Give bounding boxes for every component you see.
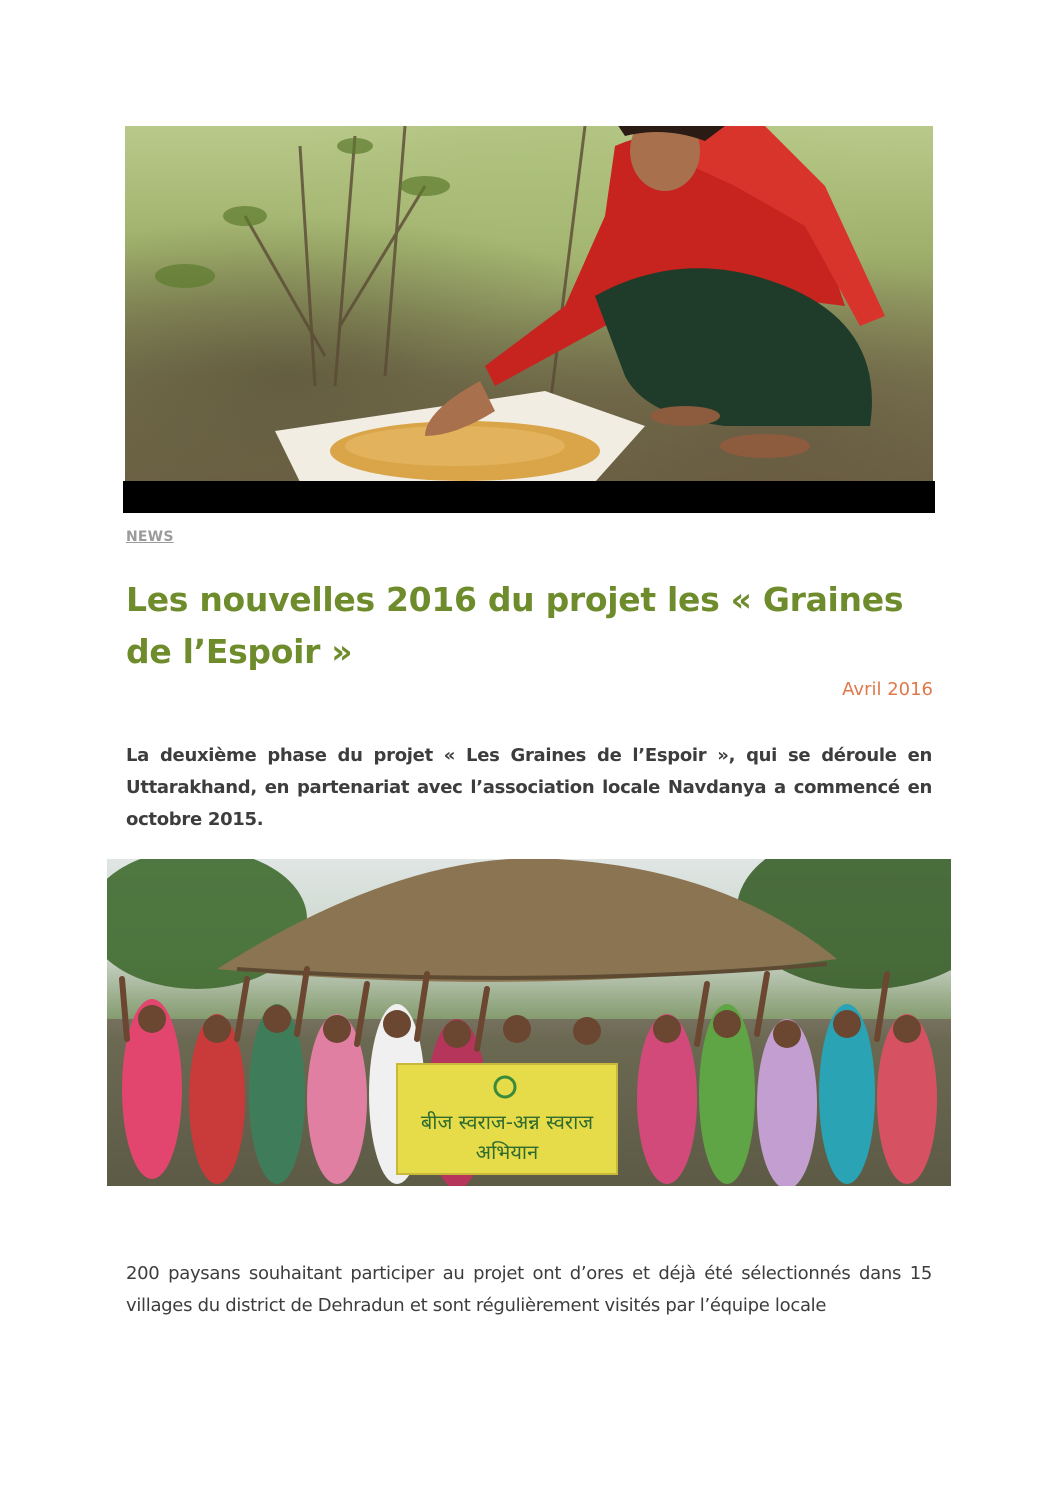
hero-caption-bar (123, 481, 935, 513)
group-photo (107, 859, 951, 1186)
group-illustration (107, 859, 951, 1186)
article-date: Avril 2016 (842, 679, 933, 700)
banner-line2: अभियान (475, 1140, 539, 1164)
article-body: 200 paysans souhaitant participer au projet ont d’ores et déjà été sélectionnés dans 15 villages du district de Dehradun et sont régulièrement visités par l’équipe locale (126, 1263, 932, 1316)
hero-photo (125, 126, 933, 482)
category-link[interactable]: NEWS (126, 529, 174, 545)
article-lead: La deuxième phase du projet « Les Graines de l’Espoir », qui se déroule en Uttarakhand, en partenariat avec l’association locale Navdanya a commencé en octobre 2015. (126, 745, 932, 830)
hero-illustration (125, 126, 933, 482)
article-title: Les nouvelles 2016 du projet les « Graines de l’Espoir » (126, 580, 904, 671)
banner-line1: बीज स्वराज-अन्न स्वराज (420, 1110, 594, 1134)
